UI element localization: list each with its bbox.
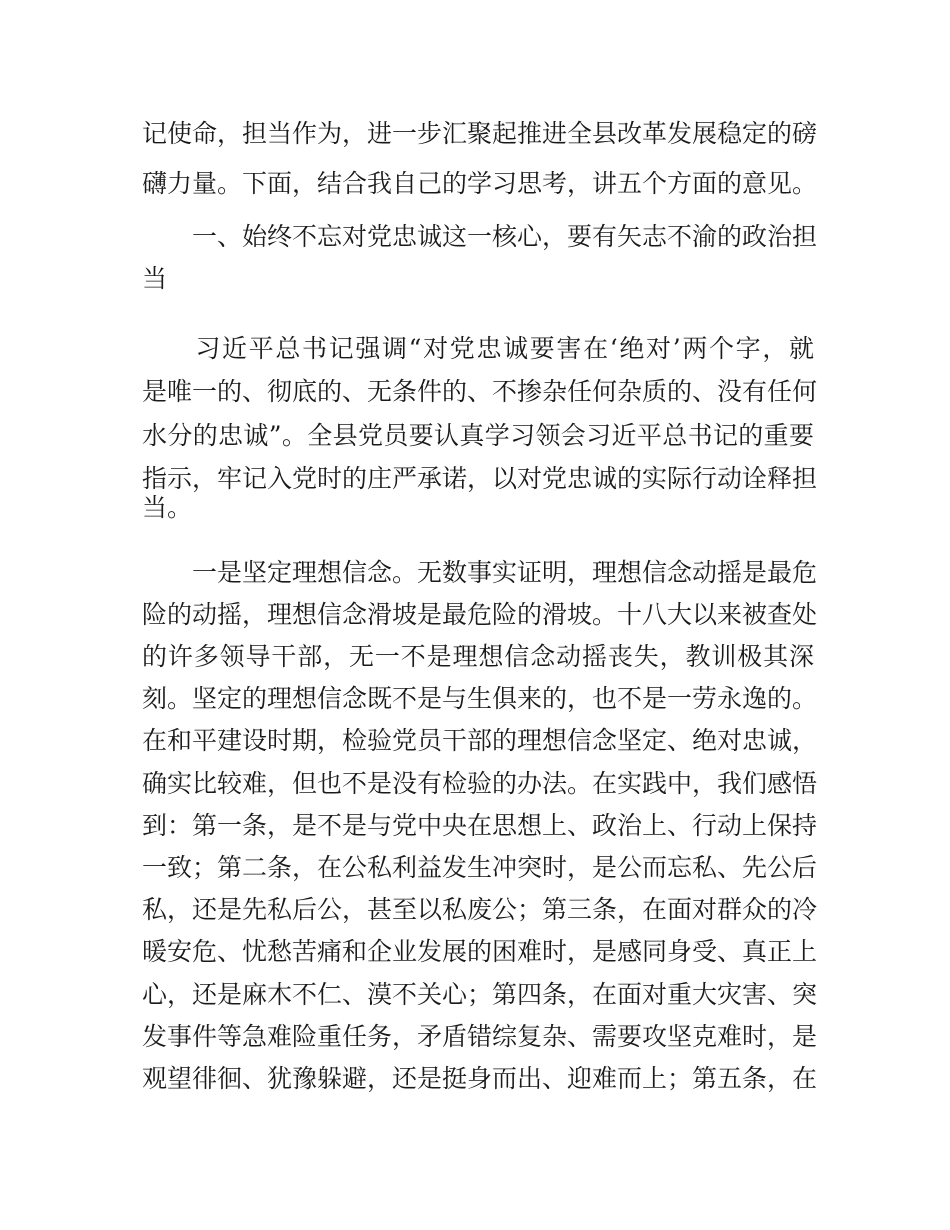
section-heading-line: 一、始终不忘对党忠诚这一核心，要有矢志不渝的政治担 xyxy=(142,222,818,251)
body-text-line: 到：第一条，是不是与党中央在思想上、政治上、行动上保持 xyxy=(142,811,818,840)
body-text-line: 水分的忠诚”。全县党员要认真学习领会习近平总书记的重要 xyxy=(142,421,814,450)
body-text-line: 一是坚定理想信念。无数事实证明，理想信念动摇是最危 xyxy=(142,558,818,587)
body-text-line: 刻。坚定的理想信念既不是与生俱来的，也不是一劳永逸的。 xyxy=(142,684,818,713)
body-text-line: 心，还是麻木不仁、漠不关心；第四条，在面对重大灾害、突 xyxy=(142,980,818,1009)
body-text-line: 发事件等急难险重任务，矛盾错综复杂、需要攻坚克难时，是 xyxy=(142,1022,818,1051)
body-text-line: 习近平总书记强调“对党忠诚要害在‘绝对’两个字，就 xyxy=(142,334,814,363)
body-text-line: 险的动摇，理想信念滑坡是最危险的滑坡。十八大以来被查处 xyxy=(142,600,818,629)
body-text-line: 礴力量。下面，结合我自己的学习思考，讲五个方面的意见。 xyxy=(142,169,818,198)
body-text-line: 是唯一的、彻底的、无条件的、不掺杂任何杂质的、没有任何 xyxy=(142,377,818,406)
body-text-line: 观望徘徊、犹豫躲避，还是挺身而出、迎难而上；第五条，在 xyxy=(142,1064,818,1093)
body-text-line: 一致；第二条，在公私利益发生冲突时，是公而忘私、先公后 xyxy=(142,853,818,882)
body-text-line: 的许多领导干部，无一不是理想信念动摇丧失，教训极其深 xyxy=(142,642,814,671)
body-text-line: 记使命，担当作为，进一步汇聚起推进全县改革发展稳定的磅 xyxy=(142,119,818,148)
body-text-line: 当。 xyxy=(142,493,193,522)
body-text-line: 确实比较难，但也不是没有检验的办法。在实践中，我们感悟 xyxy=(142,769,818,798)
body-text-line: 暖安危、忧愁苦痛和企业发展的困难时，是感同身受、真正上 xyxy=(142,937,818,966)
body-text-line: 私，还是先私后公，甚至以私废公；第三条，在面对群众的冷 xyxy=(142,895,818,924)
body-text-line: 在和平建设时期，检验党员干部的理想信念坚定、绝对忠诚， xyxy=(142,726,818,755)
section-heading-line: 当 xyxy=(142,264,168,293)
body-text-line: 指示，牢记入党时的庄严承诺，以对党忠诚的实际行动诠释担 xyxy=(142,464,818,493)
